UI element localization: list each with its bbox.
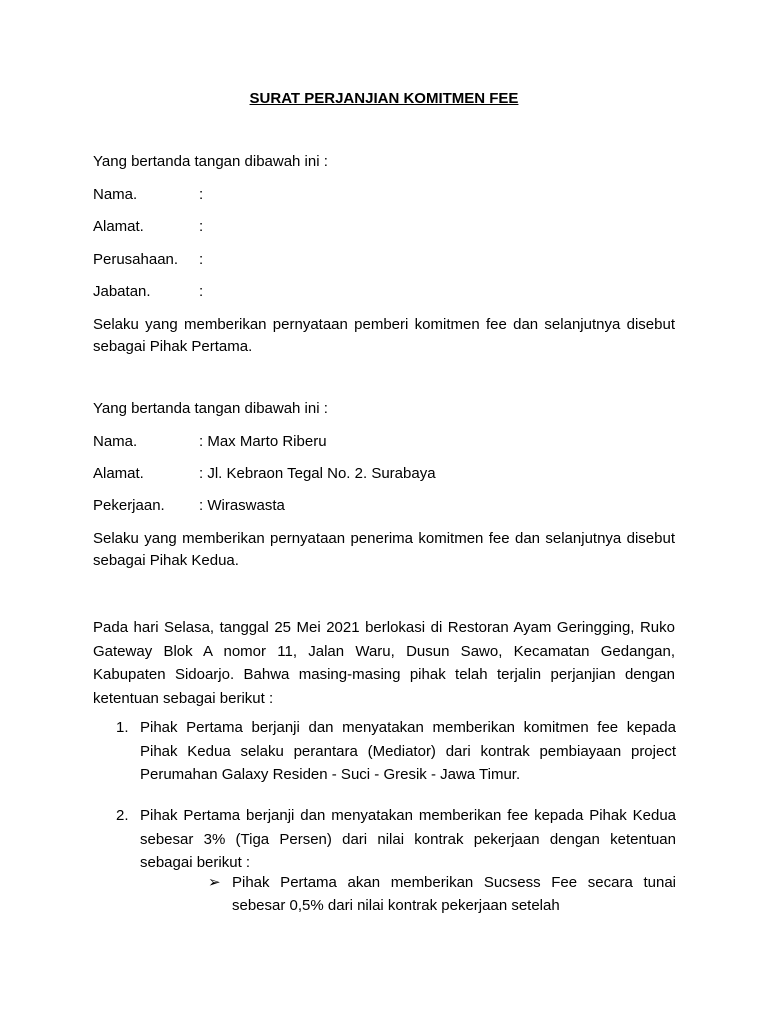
term-number: 2.: [116, 807, 129, 824]
party2-field-pekerjaan: [93, 495, 285, 517]
field-value: : Wiraswasta: [199, 497, 285, 514]
term-item: [116, 804, 676, 875]
term-text: Pihak Pertama berjanji dan menyatakan memberikan fee kepada Pihak Kedua sebesar 3% (Tiga Persen) dari nilai kontrak pekerjaan dengan ketentuan sebagai berikut :: [140, 807, 676, 871]
term-number: 1.: [116, 719, 129, 736]
arrow-bullet-icon: ➢: [208, 874, 221, 891]
party1-field-alamat: [93, 216, 203, 238]
agreement-intro: Pada hari Selasa, tanggal 25 Mei 2021 berlokasi di Restoran Ayam Geringging, Ruko Gateway Blok A nomor 11, Jalan Waru, Dusun Sawo, Kecamatan Gedangan, Kabupaten Sidoarjo. Bahwa masing-masing pihak telah terjalin perjanjian dengan ketentuan sebagai berikut :: [93, 619, 675, 707]
document-title: SURAT PERJANJIAN KOMITMEN FEE: [249, 90, 519, 107]
party2-field-alamat: [93, 463, 436, 485]
field-value: :: [199, 186, 204, 203]
field-label: Perusahaan.: [93, 251, 179, 268]
field-value: : Jl. Kebraon Tegal No. 2. Surabaya: [199, 465, 436, 482]
sub-term-item: [208, 872, 676, 917]
party2-statement: Selaku yang memberikan pernyataan penerima komitmen fee dan selanjutnya disebut sebagai Pihak Kedua.: [93, 530, 675, 569]
field-label: Nama.: [93, 186, 138, 203]
party1-field-jabatan: [93, 281, 203, 303]
party2-intro: Yang bertanda tangan dibawah ini :: [93, 400, 328, 417]
party1-field-perusahaan: [93, 249, 203, 271]
field-label: Nama.: [93, 433, 138, 450]
field-label: Jabatan.: [93, 283, 151, 300]
party1-statement: Selaku yang memberikan pernyataan pemberi komitmen fee dan selanjutnya disebut sebagai Pihak Pertama.: [93, 316, 675, 355]
field-label: Pekerjaan.: [93, 497, 165, 514]
field-label: Alamat.: [93, 465, 144, 482]
field-label: Alamat.: [93, 218, 144, 235]
field-value: :: [199, 283, 204, 300]
party1-intro: Yang bertanda tangan dibawah ini :: [93, 153, 328, 170]
field-value: :: [199, 251, 204, 268]
field-value: :: [199, 218, 204, 235]
party1-field-nama: [93, 184, 203, 206]
sub-term-text: Pihak Pertama akan memberikan Sucsess Fee secara tunai sebesar 0,5% dari nilai kontrak pekerjaan setelah: [232, 874, 676, 914]
party2-field-nama: [93, 431, 327, 453]
term-text: Pihak Pertama berjanji dan menyatakan memberikan komitmen fee kepada Pihak Kedua selaku perantara (Mediator) dari kontrak pembiayaan project Perumahan Galaxy Residen - Suci - Gresik - Jawa Timur.: [140, 719, 676, 783]
field-value: : Max Marto Riberu: [199, 433, 327, 450]
term-item: [116, 716, 676, 787]
